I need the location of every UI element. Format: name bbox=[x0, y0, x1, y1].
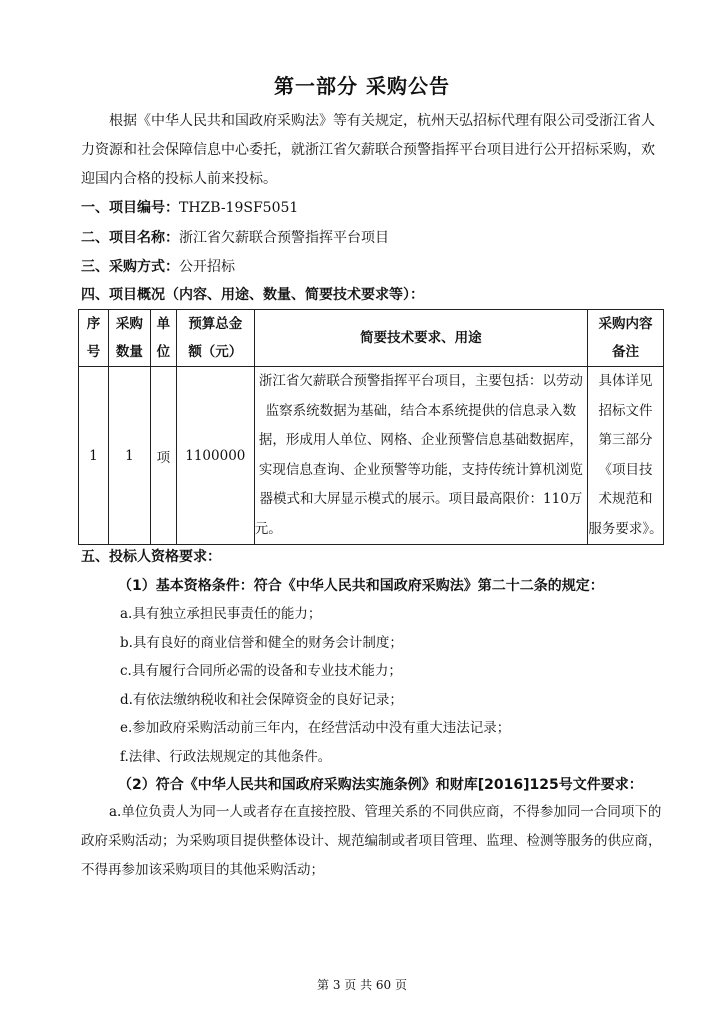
section-label: 四、项目概况（内容、用途、数量、简要技术要求等）： bbox=[81, 287, 424, 303]
section-label: 三、采购方式： bbox=[81, 259, 179, 275]
header-seq: 序 号 bbox=[79, 310, 109, 367]
project-number: THZB-19SF5051 bbox=[179, 200, 299, 216]
section-procurement-method bbox=[81, 256, 235, 278]
intro-paragraph: 根据《中华人民共和国政府采购法》等有关规定，杭州天弘招标代理有限公司受浙江省人力资源和社会保障信息中心委托，就浙江省欠薪联合预警指挥平台项目进行公开招标采购，欢迎国内合格的投标人前来投标。 bbox=[81, 113, 655, 187]
cell-note: 具体详见 招标文件 第三部分 《项目技 术规范和 服务要求》。 bbox=[588, 367, 664, 545]
cell-seq: 1 bbox=[79, 367, 109, 545]
procurement-method: 公开招标 bbox=[179, 259, 235, 275]
section-bidder-qualification bbox=[81, 546, 221, 568]
page-footer: 第 3 页 共 60 页 bbox=[317, 978, 407, 992]
requirement-item: d.有依法缴纳税收和社会保障资金的良好记录； bbox=[120, 692, 403, 708]
requirement-2-heading: （2）符合《中华人民共和国政府采购法实施条例》和财库[2016]125号文件要求： bbox=[118, 777, 643, 793]
section-label: 五、投标人资格要求： bbox=[81, 549, 221, 565]
header-qty: 采购 数量 bbox=[108, 310, 150, 367]
requirement-item: b.具有良好的商业信誉和健全的财务会计制度； bbox=[120, 635, 403, 651]
requirement-item: e.参加政府采购活动前三年内，在经营活动中没有重大违法记录； bbox=[120, 720, 511, 736]
requirement-item: c.具有履行合同所必需的设备和专业技术能力； bbox=[120, 663, 402, 679]
requirement-item: a.具有独立承担民事责任的能力； bbox=[120, 606, 322, 622]
section-project-name bbox=[81, 227, 389, 249]
section-project-overview bbox=[81, 284, 424, 306]
requirement-item: f.法律、行政法规规定的其他条件。 bbox=[120, 749, 332, 765]
section-label: 二、项目名称： bbox=[81, 230, 179, 246]
project-table bbox=[78, 309, 664, 545]
project-name: 浙江省欠薪联合预警指挥平台项目 bbox=[179, 230, 389, 246]
header-budget: 预算总金 额（元） bbox=[176, 310, 254, 367]
table-header-row bbox=[79, 310, 664, 367]
cell-unit: 项 bbox=[150, 367, 176, 545]
header-tech: 简要技术要求、用途 bbox=[254, 310, 587, 367]
cell-qty: 1 bbox=[108, 367, 150, 545]
requirement-2-text: a.单位负责人为同一人或者存在直接控股、管理关系的不同供应商，不得参加同一合同项下的政府采购活动；为采购项目提供整体设计、规范编制或者项目管理、监理、检测等服务的供应商，不得再参加该采购项目的其他采购活动； bbox=[81, 804, 662, 878]
header-note: 采购内容 备注 bbox=[588, 310, 664, 367]
table-row bbox=[79, 367, 664, 545]
section-project-number bbox=[81, 197, 298, 219]
cell-budget: 1100000 bbox=[176, 367, 254, 545]
section-label: 一、项目编号： bbox=[81, 200, 179, 216]
cell-tech: 浙江省欠薪联合预警指挥平台项目，主要包括：以劳动监察系统数据为基础，结合本系统提供的信息录入数据，形成用人单位、网格、企业预警信息基础数据库，实现信息查询、企业预警等功能，支持传统计算机浏览器模式和大屏显示模式的展示。项目最高限价：110万元。 bbox=[254, 367, 587, 545]
requirement-1-heading: （1）基本资格条件：符合《中华人民共和国政府采购法》第二十二条的规定： bbox=[118, 578, 604, 594]
header-unit: 单 位 bbox=[150, 310, 176, 367]
page-title: 第一部分 采购公告 bbox=[274, 74, 450, 98]
